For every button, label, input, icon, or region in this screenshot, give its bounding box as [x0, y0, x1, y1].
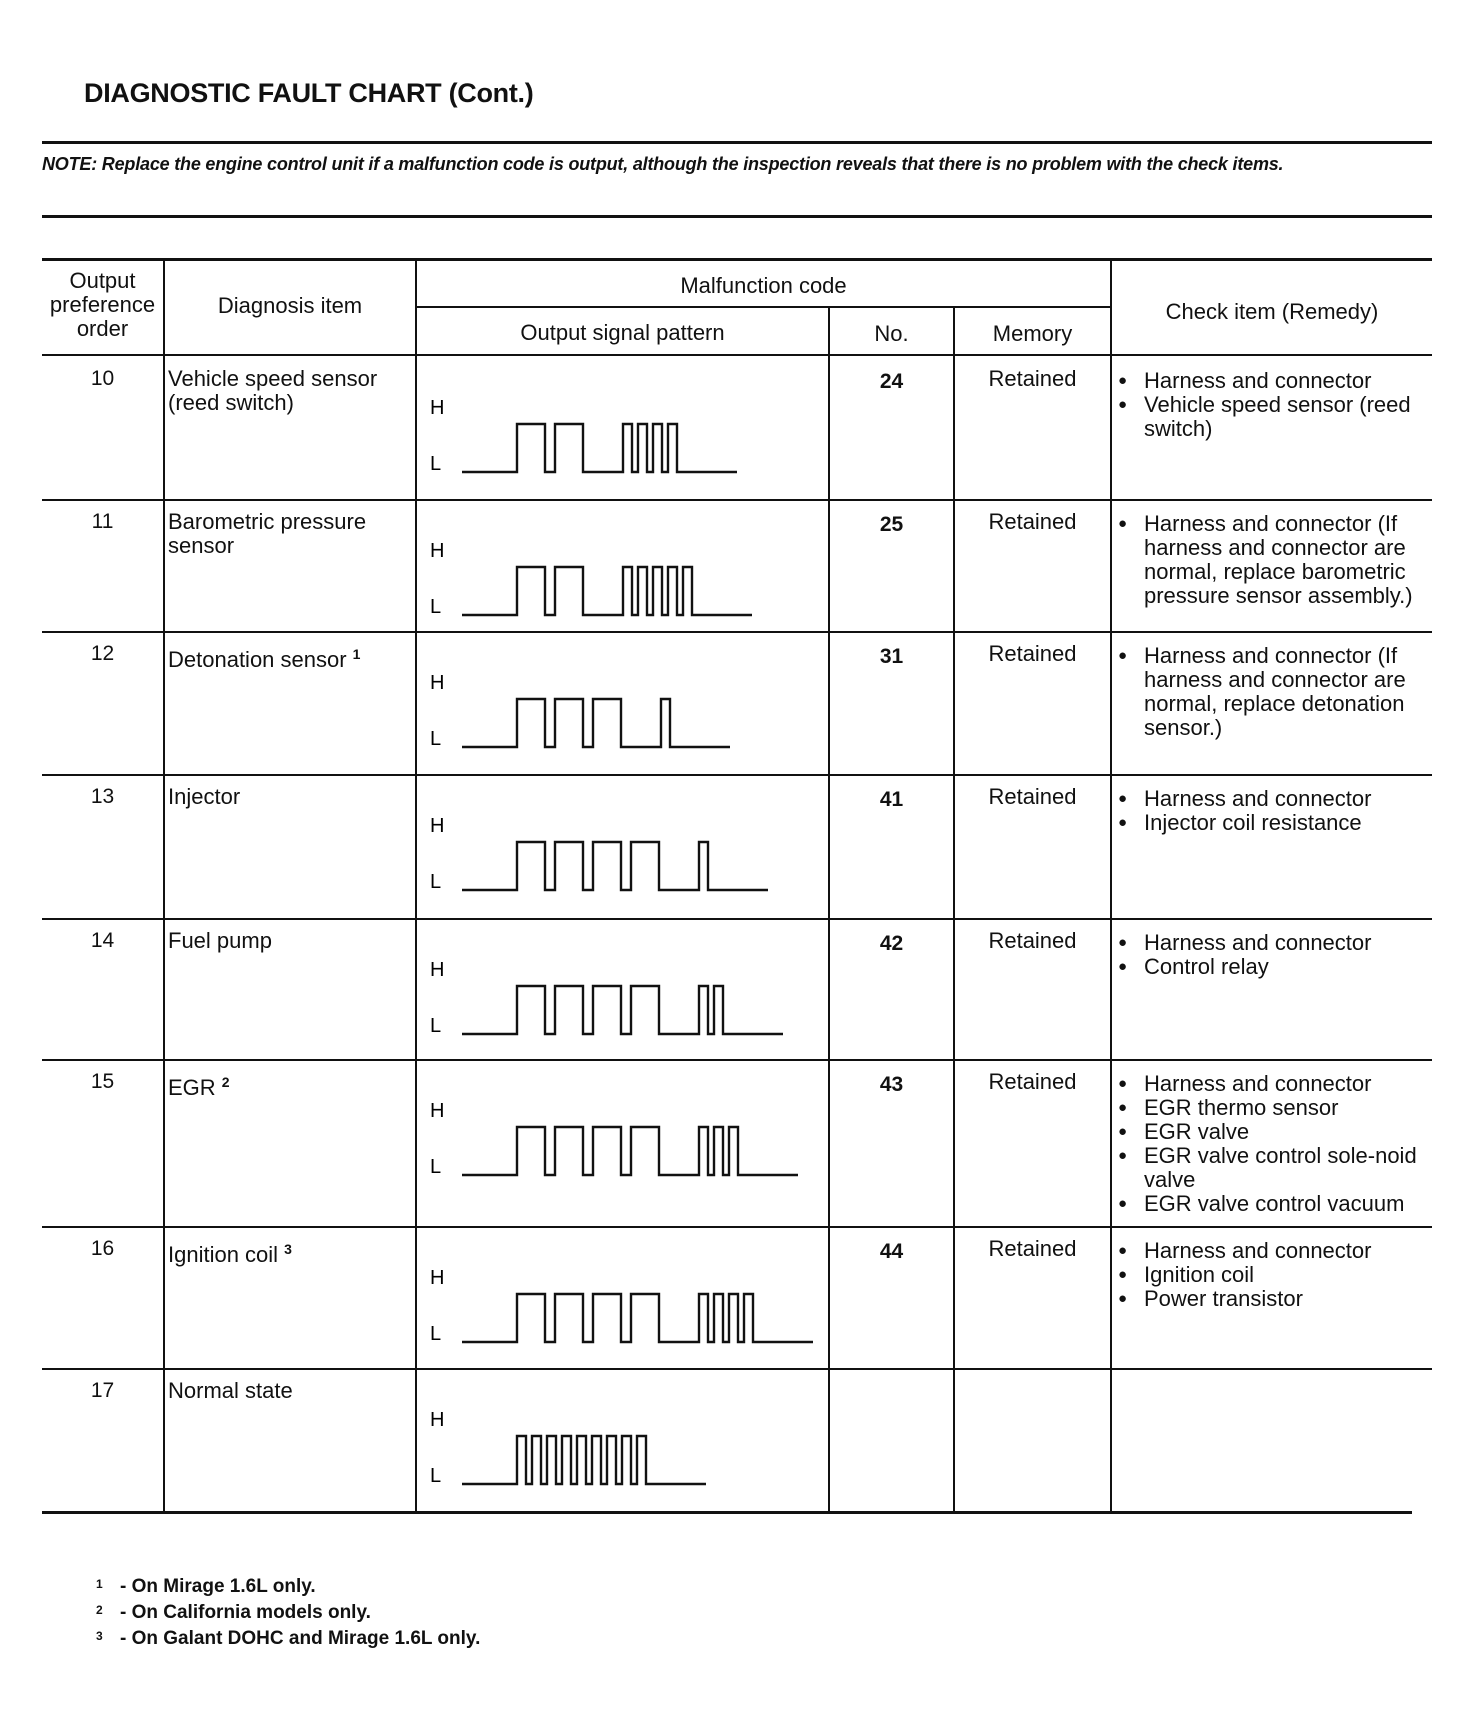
footnote-3	[96, 1628, 480, 1650]
header-sub-rule	[416, 306, 1110, 308]
title-text: DIAGNOSTIC FAULT CHART	[84, 78, 442, 108]
malfunction-code-cell: 31	[879, 645, 904, 668]
diagnosis-item-cell	[168, 367, 412, 415]
check-item: ● Vehicle speed sensor (reed switch)	[1118, 393, 1428, 441]
note-bottom-rule	[42, 215, 1432, 218]
check-item: ● Ignition coil	[1118, 1263, 1428, 1287]
diagnosis-item-cell	[168, 1070, 412, 1100]
footnote-reference: 1	[352, 646, 361, 662]
memory-cell: Retained	[988, 1069, 1077, 1094]
page-title	[84, 78, 533, 109]
signal-high-label: H	[430, 815, 445, 837]
output-signal-pattern	[422, 948, 822, 1048]
check-item: ● EGR thermo sensor	[1118, 1096, 1428, 1120]
check-item: ● EGR valve	[1118, 1120, 1428, 1144]
col-divider-5	[1110, 258, 1112, 1512]
footnote-1	[96, 1576, 316, 1598]
footnote-text: - On Galant DOHC and Mirage 1.6L only.	[120, 1628, 481, 1649]
row-separator	[42, 631, 1432, 633]
output-signal-pattern	[422, 804, 822, 904]
table-top-rule	[42, 258, 1432, 261]
check-item: ● Harness and connector	[1118, 1072, 1428, 1096]
signal-waveform	[462, 1127, 798, 1175]
signal-waveform	[462, 1294, 813, 1342]
footnote-reference: 3	[284, 1241, 292, 1257]
check-item-list	[1118, 644, 1428, 740]
order-cell: 11	[91, 510, 114, 533]
header-pattern: Output signal pattern	[520, 320, 725, 345]
footnote-text: - On California models only.	[120, 1602, 371, 1623]
memory-cell: Retained	[988, 509, 1077, 534]
diagnosis-item-cell	[168, 1379, 412, 1403]
diagnosis-item-text: Injector	[168, 784, 241, 809]
diagnosis-item-text: Ignition coil	[168, 1242, 279, 1267]
footnote-mark: 3	[96, 1629, 103, 1643]
signal-low-label: L	[430, 871, 442, 893]
header-order: Output preference order	[49, 268, 156, 341]
diagnosis-item-text: Normal state	[168, 1378, 293, 1403]
memory-cell: Retained	[988, 366, 1077, 391]
check-item-list	[1118, 787, 1428, 835]
check-item-list	[1118, 369, 1428, 441]
title-suffix: (Cont.)	[448, 78, 534, 108]
order-cell: 16	[90, 1237, 115, 1260]
signal-waveform	[462, 699, 730, 747]
signal-waveform	[462, 1436, 706, 1484]
check-item: ● Injector coil resistance	[1118, 811, 1428, 835]
signal-waveform	[462, 424, 737, 472]
diagnosis-item-cell	[168, 510, 412, 558]
header-malfunction: Malfunction code	[680, 273, 847, 298]
diagnosis-item-cell	[168, 785, 412, 809]
check-item: ● Harness and connector (If harness and connector are normal, replace barometric pressure sensor assembly.)	[1118, 512, 1428, 608]
order-cell: 13	[90, 785, 115, 808]
diagnosis-item-text: Fuel pump	[168, 928, 272, 953]
order-cell: 17	[90, 1379, 115, 1402]
signal-low-label: L	[430, 453, 442, 475]
order-cell: 15	[90, 1070, 115, 1093]
row-separator	[42, 1059, 1432, 1061]
footnote-reference: 2	[221, 1074, 230, 1090]
memory-cell: Retained	[988, 784, 1077, 809]
diagnosis-item-text: Detonation sensor	[168, 647, 347, 672]
header-no: No.	[874, 321, 909, 346]
malfunction-code-cell: 41	[879, 788, 904, 811]
note-top-rule	[42, 141, 1432, 144]
col-divider-4	[953, 307, 955, 1512]
header-diagnosis: Diagnosis item	[217, 293, 363, 318]
output-signal-pattern	[422, 386, 822, 486]
check-item: ● Harness and connector	[1118, 931, 1428, 955]
check-item: ● Control relay	[1118, 955, 1428, 979]
output-signal-pattern	[422, 661, 822, 761]
signal-waveform	[462, 842, 768, 890]
signal-high-label: H	[430, 1409, 445, 1431]
malfunction-code-cell: 42	[879, 932, 904, 955]
memory-cell: Retained	[988, 928, 1077, 953]
row-separator	[42, 1368, 1432, 1370]
check-item-list	[1118, 512, 1428, 608]
header-memory: Memory	[992, 321, 1073, 346]
footnote-text: - On Mirage 1.6L only.	[120, 1576, 316, 1597]
signal-low-label: L	[430, 1465, 442, 1487]
order-cell: 14	[90, 929, 115, 952]
malfunction-code-cell: 24	[879, 370, 904, 393]
row-separator	[42, 499, 1432, 501]
check-item: ● Harness and connector	[1118, 787, 1428, 811]
order-cell: 12	[90, 642, 115, 665]
col-divider-3	[828, 307, 830, 1512]
row-separator	[42, 1226, 1432, 1228]
diagnosis-item-text: Barometric pressure sensor	[168, 509, 367, 558]
signal-high-label: H	[430, 397, 445, 419]
signal-high-label: H	[430, 1267, 445, 1289]
check-item-list	[1118, 1072, 1428, 1216]
signal-high-label: H	[430, 1100, 445, 1122]
signal-waveform	[462, 986, 783, 1034]
check-item: ● EGR valve control sole-noid valve	[1118, 1144, 1428, 1192]
footnote-mark: 2	[96, 1603, 103, 1617]
note-text: NOTE: Replace the engine control unit if a malfunction code is output, although the inspection reveals that there is no problem with the check items.	[42, 154, 1284, 174]
col-divider-1	[163, 258, 165, 1512]
output-signal-pattern	[422, 1089, 822, 1189]
diagnosis-item-cell	[168, 1237, 412, 1267]
col-divider-2	[415, 258, 417, 1512]
signal-low-label: L	[430, 1156, 442, 1178]
output-signal-pattern	[422, 1398, 822, 1498]
malfunction-code-cell: 44	[879, 1240, 904, 1263]
check-item: ● EGR valve control vacuum	[1118, 1192, 1428, 1216]
signal-low-label: L	[430, 596, 442, 618]
check-item: ● Harness and connector (If harness and connector are normal, replace detonation sensor.)	[1118, 644, 1428, 740]
row-separator	[42, 918, 1432, 920]
memory-cell: Retained	[988, 1236, 1077, 1261]
footnote-2	[96, 1602, 371, 1624]
malfunction-code-cell: 25	[879, 513, 904, 536]
signal-low-label: L	[430, 1015, 442, 1037]
output-signal-pattern	[422, 1256, 822, 1356]
signal-low-label: L	[430, 728, 442, 750]
check-item: ● Harness and connector	[1118, 369, 1428, 393]
signal-waveform	[462, 567, 752, 615]
diagnosis-item-cell	[168, 929, 412, 953]
signal-high-label: H	[430, 672, 445, 694]
diagnosis-item-text: EGR	[168, 1075, 216, 1100]
header-bottom-rule	[42, 354, 1432, 356]
check-item: ● Harness and connector	[1118, 1239, 1428, 1263]
footnote-mark: 1	[96, 1577, 103, 1591]
signal-high-label: H	[430, 959, 445, 981]
check-item-list	[1118, 931, 1428, 979]
diagnosis-item-cell	[168, 642, 412, 672]
signal-high-label: H	[430, 540, 445, 562]
row-separator	[42, 774, 1432, 776]
table-bottom-rule	[42, 1511, 1412, 1514]
diagnosis-item-text: Vehicle speed sensor (reed switch)	[168, 366, 378, 415]
check-item: ● Power transistor	[1118, 1287, 1428, 1311]
memory-cell: Retained	[988, 641, 1077, 666]
signal-low-label: L	[430, 1323, 442, 1345]
header-check: Check item (Remedy)	[1165, 299, 1379, 324]
output-signal-pattern	[422, 529, 822, 629]
check-item-list	[1118, 1239, 1428, 1311]
order-cell: 10	[90, 367, 115, 390]
malfunction-code-cell: 43	[879, 1073, 904, 1096]
